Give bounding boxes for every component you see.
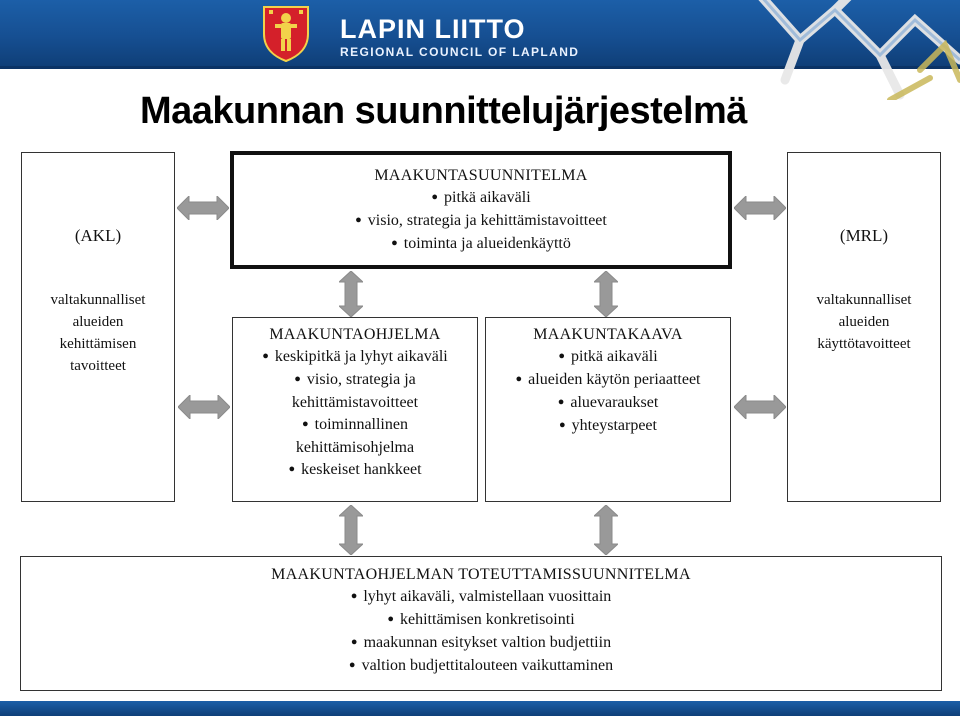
page-title: Maakunnan suunnittelujärjestelmä [140, 90, 747, 132]
akl-box [21, 152, 175, 502]
double-arrow-icon [734, 395, 786, 419]
footer-band [0, 701, 960, 716]
akl-text-line: tavoitteet [70, 358, 126, 374]
akl-text-line: alueiden [72, 314, 124, 330]
mrl-text-line: alueiden [838, 314, 890, 330]
list-item: ● visio, strategia ja kehittämistavoitteet [233, 369, 477, 414]
maakuntakaava-list [486, 346, 730, 438]
maakuntakaava-box [485, 317, 731, 502]
list-item: ● yhteystarpeet [486, 415, 730, 438]
akl-text-line: valtakunnalliset [50, 292, 146, 308]
toteuttamissuunnitelma-heading: MAAKUNTAOHJELMAN TOTEUTTAMISSUUNNITELMA [271, 566, 691, 583]
list-item: ● toiminta ja alueidenkäyttö [234, 233, 728, 256]
list-item: ● toiminnallinen kehittämisohjelma [233, 414, 477, 459]
mrl-goals-text [792, 289, 936, 355]
mrl-label: (MRL) [839, 226, 889, 245]
maakuntasuunnitelma-heading: MAAKUNTASUUNNITELMA [374, 167, 588, 184]
list-item: ● maakunnan esitykset valtion budjettiin [21, 632, 941, 655]
list-item: ● keskipitkä ja lyhyt aikaväli [233, 346, 477, 369]
list-item: ● visio, strategia ja kehittämistavoitteet [234, 210, 728, 233]
decorative-lattice-graphic [740, 0, 960, 100]
mrl-text-line: käyttötavoitteet [817, 336, 911, 352]
mrl-box [787, 152, 941, 502]
akl-text-line: kehittämisen [59, 336, 137, 352]
list-item: ● pitkä aikaväli [486, 346, 730, 369]
organization-title: LAPIN LIITTO [340, 14, 526, 44]
akl-goals-text [26, 289, 170, 377]
mrl-text-line: valtakunnalliset [816, 292, 912, 308]
list-item: ● lyhyt aikaväli, valmistellaan vuosittain [21, 586, 941, 609]
list-item: ● alueiden käytön periaatteet [486, 369, 730, 392]
toteuttamissuunnitelma-box [20, 556, 942, 691]
toteuttamissuunnitelma-list [21, 586, 941, 678]
organization-name [340, 14, 579, 60]
double-arrow-vertical-icon [339, 505, 363, 555]
maakuntaohjelma-list [233, 346, 477, 482]
maakuntasuunnitelma-box [230, 151, 732, 269]
double-arrow-vertical-icon [594, 271, 618, 317]
list-item: ● pitkä aikaväli [234, 187, 728, 210]
maakuntasuunnitelma-list [234, 187, 728, 256]
double-arrow-icon [178, 395, 230, 419]
maakuntaohjelma-heading: MAAKUNTAOHJELMA [269, 326, 441, 343]
coat-of-arms-icon [261, 4, 311, 62]
organization-subtitle: REGIONAL COUNCIL OF LAPLAND [340, 45, 580, 59]
list-item: ● aluevaraukset [486, 392, 730, 415]
list-item: ● keskeiset hankkeet [233, 459, 477, 482]
double-arrow-vertical-icon [594, 505, 618, 555]
list-item: ● kehittämisen konkretisointi [21, 609, 941, 632]
maakuntakaava-heading: MAAKUNTAKAAVA [533, 326, 683, 343]
double-arrow-icon [177, 196, 229, 220]
double-arrow-vertical-icon [339, 271, 363, 317]
maakuntaohjelma-box [232, 317, 478, 502]
list-item: ● valtion budjettitalouteen vaikuttaminen [21, 655, 941, 678]
double-arrow-icon [734, 196, 786, 220]
akl-label: (AKL) [74, 226, 122, 245]
